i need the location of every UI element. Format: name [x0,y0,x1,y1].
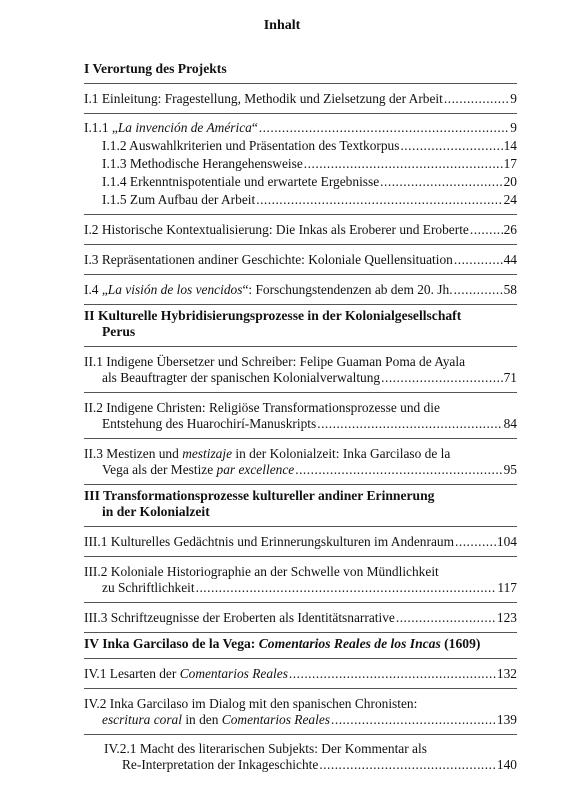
entry-italic: La invención de América [117,120,252,135]
toc-entry-ii-3[interactable] [84,439,517,485]
page-number: 44 [503,252,517,267]
page-number: 140 [496,757,517,772]
dot-leader [331,712,496,728]
heading-line: III Transformationsprozesse kultureller andiner Erinnerung [84,488,435,503]
dot-leader [396,610,496,626]
entry-text: I.2 Historische Kontextualisierung: Die Inkas als Eroberer und Eroberte [84,222,469,237]
dot-leader [304,156,503,172]
dot-leader [319,757,496,773]
heading-line: Perus [102,324,136,339]
heading-line: in der Kolonialzeit [102,504,210,519]
entry-text: escritura coral in den Comentarios Reales [102,712,330,727]
entry-text: Vega als der Mestize par excellence [102,462,295,477]
entry-text: Entstehung des Huarochirí-Manuskripts [102,416,317,431]
dot-leader [454,282,503,298]
section-heading-iv: IV Inka Garcilaso de la Vega: Comentarios Reales de los Incas (1609) [84,633,517,659]
page-number: 20 [503,174,517,189]
entry-text: I.4 „La visión de los vencidos“: Forschungstendenzen ab dem 20. Jh. [84,282,453,297]
toc-entry-i-1-4[interactable] [84,174,517,190]
page-title: Inhalt [263,18,301,33]
toc-entry-i-3[interactable] [84,245,517,275]
dot-leader [256,192,502,208]
section-heading-iii [84,485,517,527]
entry-text: III.3 Schriftzeugnisse der Eroberten als Identitätsnarrative [84,610,395,625]
toc-entry-iii-3[interactable] [84,603,517,633]
dot-leader [380,174,502,190]
entry-text: Re-Interpretation der Inkageschichte [122,757,319,772]
toc-entry-iii-2[interactable] [84,557,517,603]
entry-text: I.1 Einleitung: Fragestellung, Methodik und Zielsetzung der Arbeit [84,91,443,106]
toc-entry-ii-1[interactable] [84,347,517,393]
page-number: 104 [496,534,517,549]
entry-text: II.1 Indigene Übersetzer und Schreiber: Felipe Guaman Poma de Ayala [84,354,466,369]
page-number: 17 [503,156,517,171]
entry-text: als Beauftragter der spanischen Kolonialverwaltung [102,370,381,385]
entry-italic: La visión de los vencidos [107,282,243,297]
entry-text: I.1.5 Zum Aufbau der Arbeit [102,192,256,207]
page-number: 58 [503,282,517,297]
toc-subgroup-iv-2 [84,735,517,777]
toc-entry-i-1-2[interactable] [84,138,517,154]
table-of-contents [84,58,517,777]
section-heading-i: I Verortung des Projekts [84,58,517,84]
toc-entry-i-2[interactable] [84,215,517,245]
dot-leader [455,534,496,550]
entry-text: II.2 Indigene Christen: Religiöse Transformationsprozesse und die [84,400,440,415]
page-number: 24 [503,192,517,207]
toc-entry-iv-2[interactable] [84,689,517,735]
dot-leader [470,222,503,238]
toc-entry-i-1[interactable] [84,84,517,114]
page-number: 139 [496,712,517,727]
page-number: 9 [510,120,517,135]
page-number: 26 [503,222,517,237]
entry-text: II.3 Mestizen und mestizaje in der Kolonialzeit: Inka Garcilaso de la [84,446,451,461]
entry-text: I.3 Repräsentationen andiner Geschichte: Koloniale Quellensituation [84,252,453,267]
page-number: 84 [503,416,517,431]
page-number: 71 [503,370,517,385]
entry-text: IV.2 Inka Garcilaso im Dialog mit den spanischen Chronisten: [84,696,418,711]
section-heading-ii [84,305,517,347]
toc-subgroup-i-1 [84,114,517,215]
entry-text: zu Schriftlichkeit [102,580,195,595]
toc-entry-iv-2-1[interactable] [84,741,517,773]
entry-text: I.1.4 Erkenntnispotentiale und erwartete Ergebnisse [102,174,380,189]
entry-text: III.1 Kulturelles Gedächtnis und Erinnerungskulturen im Andenraum [84,534,455,549]
dot-leader [381,370,502,386]
page-number: 117 [497,580,517,595]
page-number: 9 [510,91,517,106]
entry-text: III.2 Koloniale Historiographie an der Schwelle von Mündlichkeit [84,564,439,579]
dot-leader [295,462,502,478]
page-number: 14 [503,138,517,153]
toc-entry-i-4[interactable] [84,275,517,305]
toc-entry-i-1-1[interactable] [84,120,517,136]
dot-leader [259,120,510,136]
page-number: 95 [503,462,517,477]
dot-leader [317,416,502,432]
dot-leader [444,91,509,107]
dot-leader [196,580,497,596]
dot-leader [400,138,502,154]
page-number: 123 [496,610,517,625]
entry-text: I.1.1 „La invención de América“ [84,120,258,135]
dot-leader [454,252,503,268]
dot-leader [289,666,496,682]
heading-line: II Kulturelle Hybridisierungsprozesse in der Kolonialgesellschaft [84,308,462,323]
toc-entry-iv-1[interactable] [84,659,517,689]
entry-text: IV.1 Lesarten der Comentarios Reales [84,666,288,681]
entry-text: I.1.2 Auswahlkriterien und Präsentation des Textkorpus [102,138,400,153]
toc-entry-iii-1[interactable] [84,527,517,557]
entry-text: I.1.3 Methodische Herangehensweise [102,156,303,171]
toc-entry-ii-2[interactable] [84,393,517,439]
page-number: 132 [496,666,517,681]
entry-text: IV.2.1 Macht des literarischen Subjekts: Der Kommentar als [104,741,427,756]
toc-entry-i-1-5[interactable] [84,192,517,208]
toc-entry-i-1-3[interactable] [84,156,517,172]
